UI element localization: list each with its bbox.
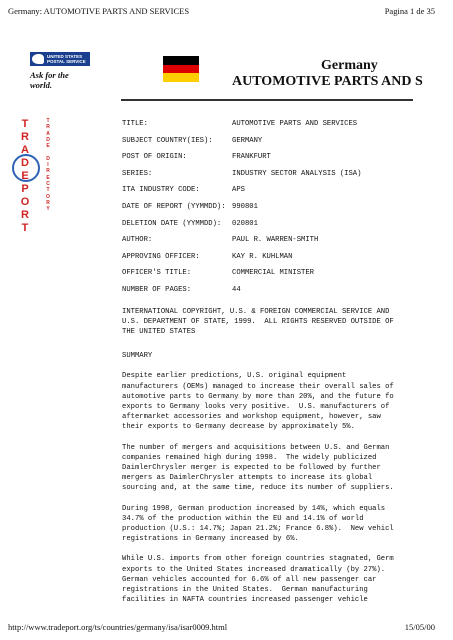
- copyright-notice: INTERNATIONAL COPYRIGHT, U.S. & FOREIGN COMMERCIAL SERVICE AND U.S. DEPARTMENT OF STATE, 1999. ALL RIGHTS RESERVED OUTSIDE OF THE UNITED STATES: [122, 307, 394, 336]
- field-row: [122, 153, 441, 170]
- field-value: 990801: [232, 202, 258, 211]
- directory-letter: T: [46, 118, 50, 124]
- tradeport-letter: O: [20, 196, 30, 208]
- directory-letter: C: [46, 180, 50, 187]
- field-value: COMMERCIAL MINISTER: [232, 269, 314, 278]
- title-country: Germany: [321, 58, 378, 73]
- summary-paragraph: Despite earlier predictions, U.S. original equipment manufacturers (OEMs) managed to increase their overall sales of automotive parts to Germany by more than 20%, and the future fo exports to Germany looks very positive. U.S. manufacturers of aftermarket accessories and workshop equipment, however, saw their exports to Germany decrease by approximately 5%.: [122, 372, 394, 432]
- field-label: POST OF ORIGIN:: [122, 153, 187, 162]
- field-row: [122, 269, 441, 286]
- section-heading-summary: SUMMARY: [122, 352, 153, 361]
- directory-letter: R: [46, 168, 50, 175]
- tradeport-letter: D: [21, 157, 29, 169]
- usps-band: [30, 52, 90, 66]
- directory-letter: R: [46, 199, 50, 206]
- field-value: FRANKFURT: [232, 153, 271, 162]
- tradeport-letter: T: [21, 118, 29, 130]
- tradeport-letter: E: [21, 170, 29, 182]
- summary-paragraph: The number of mergers and acquisitions between U.S. and German companies remained high during 1998. The widely publicized DaimlerChrysler merger is expected to be followed by further mergers as DaimlerChrysler attempts to increase its global sourcing and, at the same time, reduce its number of suppliers.: [122, 443, 394, 493]
- directory-letter: I: [47, 162, 49, 169]
- document-title: [232, 58, 453, 90]
- usps-band-line-2: POSTAL SERVICE: [47, 59, 86, 64]
- report-body: [122, 120, 441, 615]
- title-divider: [121, 99, 413, 101]
- tradeport-letter: A: [21, 144, 29, 156]
- field-row: [122, 286, 441, 303]
- field-value: KAY R. KUHLMAN: [232, 252, 293, 261]
- usps-band-line-1: UNITED STATES: [47, 54, 83, 59]
- field-label: AUTHOR:: [122, 236, 153, 245]
- field-value: GERMANY: [232, 136, 263, 145]
- field-row: [122, 220, 441, 237]
- german-flag-icon: [163, 56, 199, 82]
- title-sector: AUTOMOTIVE PARTS AND S: [232, 74, 423, 89]
- tradeport-letter: T: [21, 222, 29, 234]
- summary-paragraph: While U.S. imports from other foreign countries stagnated, Germ exports to the United States increased dramatically (by 27%). German vehicles accounted for 6.6% of all new passenger car registrations in the United States. German manufacturing facilities in NAFTA countries increased passenger vehicle: [122, 555, 394, 605]
- directory-letter: Y: [46, 206, 50, 213]
- field-value: INDUSTRY SECTOR ANALYSIS (ISA): [232, 169, 362, 178]
- directory-letter: A: [46, 130, 50, 137]
- field-label: APPROVING OFFICER:: [122, 252, 200, 261]
- field-label: ITA INDUSTRY CODE:: [122, 186, 200, 195]
- field-value: AUTOMOTIVE PARTS AND SERVICES: [232, 120, 358, 128]
- field-row: [122, 236, 441, 253]
- field-value: 44: [232, 285, 241, 294]
- page-header-title: Germany: AUTOMOTIVE PARTS AND SERVICES: [8, 6, 190, 16]
- usps-tagline: Ask for the world.: [30, 70, 69, 90]
- field-label: SERIES:: [122, 169, 153, 178]
- directory-letter: D: [46, 136, 50, 143]
- page-number: Pagina 1 de 35: [384, 6, 435, 16]
- field-row: [122, 170, 441, 187]
- directory-letter: E: [46, 174, 50, 181]
- flag-stripe-red: [163, 65, 199, 74]
- print-date: 15/05/00: [404, 622, 435, 632]
- directory-letter: D: [46, 155, 50, 162]
- flag-stripe-gold: [163, 73, 199, 82]
- field-value: 020801: [232, 219, 258, 228]
- globe-ring-icon: [12, 154, 40, 182]
- field-value: APS: [232, 186, 245, 195]
- tradeport-logo: [12, 118, 38, 235]
- field-label: NUMBER OF PAGES:: [122, 285, 192, 294]
- field-label: DATE OF REPORT (YYMMDD):: [122, 202, 226, 211]
- field-row: [122, 253, 441, 270]
- usps-logo: [30, 52, 90, 90]
- tradeport-letter: P: [21, 183, 29, 195]
- trade-directory-logo: [44, 118, 52, 212]
- field-row: [122, 186, 441, 203]
- directory-letter: T: [46, 187, 50, 194]
- summary-paragraph: During 1998, German production increased by 14%, which equals 34.7% of the production within the EU and 14.1% of world production (U.S.: 14.7%; Japan 21.2%; France 6.8%). New vehicl registrations in Germany increased by 6%.: [122, 504, 394, 544]
- field-row: [122, 120, 441, 137]
- field-value: PAUL R. WARREN-SMITH: [232, 236, 319, 245]
- tradeport-letter: R: [21, 131, 29, 143]
- field-label: OFFICER'S TITLE:: [122, 269, 192, 278]
- eagle-icon: [32, 54, 44, 64]
- field-label: SUBJECT COUNTRY(IES):: [122, 136, 213, 145]
- directory-letter: O: [46, 193, 50, 200]
- field-row: [122, 137, 441, 154]
- source-url: http://www.tradeport.org/ts/countries/germany/isa/isar0009.html: [8, 622, 228, 632]
- directory-letter: E: [46, 143, 50, 150]
- tradeport-letter: R: [21, 209, 29, 221]
- flag-stripe-black: [163, 56, 199, 65]
- field-row: [122, 203, 441, 220]
- field-label: DELETION DATE (YYMMDD):: [122, 219, 222, 228]
- directory-letter: R: [46, 124, 50, 131]
- field-label: TITLE:: [122, 120, 148, 128]
